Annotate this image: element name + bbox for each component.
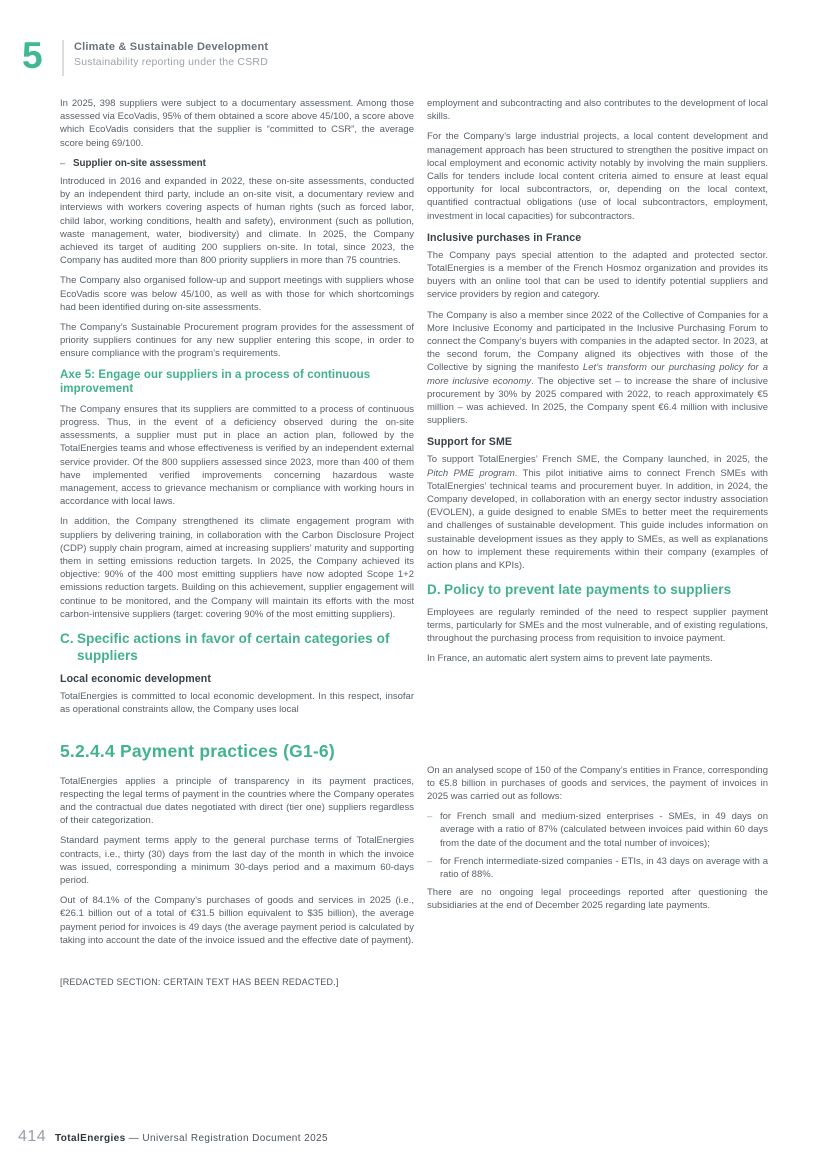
- paragraph-payment-period: Out of 84.1% of the Company’s purchases of goods and services in 2025 (i.e., €26.1 billion out of a total of €31.5 billion equivalent to $35 billion), the average payment period for invoices is 49 days (the average payment period is calculated by taking into account the date of the invoice issued and the effective date of payment).: [60, 895, 414, 946]
- collective-text-pre: The Company is also a member since 2022 of the Collective of Companies for a More Inclusive Economy and participated in the Inclusive Purchasing Forum to connect the Company’s buyers with companies in the adapted sector. In 2023, at the second forum, the Company aligned its objectives with those of the Collective by signing the manifesto: [427, 309, 768, 374]
- heading-c-prefix: C.: [60, 631, 74, 647]
- dash-icon: –: [427, 855, 433, 867]
- paragraph-payment-transparency: TotalEnergies applies a principle of transparency in its payment practices, respecting the legal terms of payment in the countries where the Company operates and the contractual due dates negotiated with direct (tier one) suppliers regardless of their categorization.: [60, 775, 414, 827]
- paragraph-collective-manifesto: [427, 309, 768, 428]
- right-column: [427, 97, 768, 987]
- bullet-supplier-onsite: [60, 157, 414, 170]
- paragraph-followup-meetings: The Company also organised follow-up and support meetings with suppliers whose EcoVadis score was below 45/100, as well as with those for which shortcomings had been identified during on-site assessments.: [60, 275, 414, 313]
- header-text-block: [74, 38, 268, 68]
- paragraph-payment-terms-reminder: Employees are regularly reminded of the need to respect supplier payment terms, particularly for SMEs and the most vulnerable, and of existing regulations, throughout the purchasing process from requisition to invoice payment.: [427, 606, 768, 645]
- dash-icon: –: [427, 811, 433, 823]
- payments-analysis-block: [427, 764, 768, 913]
- paragraph-local-content: For the Company’s large industrial projects, a local content development and management approach has been structured to strengthen the positive impact on local employment and economic activity notably by involving the main suppliers. Calls for tenders include local content criteria aimed to ensure at least equal opportunity for local subcontractors, or, depending on the local context, quantified contractual obligations (use of local subcontractors, employment, investment in local capacities) for subcontractors.: [427, 131, 768, 222]
- page-header: [22, 35, 269, 76]
- paragraph-automatic-alert: In France, an automatic alert system aims to prevent late payments.: [427, 653, 713, 665]
- chapter-number: 5: [22, 35, 43, 76]
- bullet-sme-payments: [427, 810, 768, 850]
- paragraph-continuous-progress: The Company ensures that its suppliers are committed to a process of continuous progress. Thus, in the event of a deficiency observed during the on-site assessments, a supplier must put in place an action plan, followed by the TotalEnergies teams and whose effectiveness is verified by an independent external service provider. Of the 800 suppliers assessed since 2023, more than 400 of them have implemented verified improvements concerning hazardous waste management, access to grievance mechanism or compliance with working hours in accordance with local laws.: [60, 403, 414, 508]
- sme-text-pre: To support TotalEnergies’ French SME, the Company launched, in 2025, the: [427, 454, 768, 466]
- heading-inclusive-purchases: Inclusive purchases in France: [427, 231, 582, 244]
- sme-text-post: . This pilot initiative aims to connect French SMEs with TotalEnergies’ technical teams and procurement buyer. In addition, in 2024, the Company developed, in collaboration with an energy sector industry association (EVOLEN), a guide designed to enable SMEs to better meet the requirements and challenges of sustainable development. This guide includes information on sustainable development issues as they apply to SMEs, as well as explanations on how to implement these requirements within their company (examples of action plans and KPIs).: [427, 467, 768, 572]
- page-footer: [18, 1128, 328, 1146]
- left-column: [60, 97, 414, 987]
- footer-brand: TotalEnergies: [55, 1133, 126, 1144]
- header-subtitle: Sustainability reporting under the CSRD: [74, 56, 268, 68]
- redacted-section-notice: [REDACTED SECTION: CERTAIN TEXT HAS BEEN REDACTED.]: [60, 976, 339, 987]
- paragraph-onsite-assessments: Introduced in 2016 and expanded in 2022, these on-site assessments, conducted by an independent third party, include an on-site visit, a documentary review and interviews with workers covering aspects of human rights (such as forced labor, child labor, working conditions, health and safety), environment (such as pollution, waste management, water, biodiversity) and climate. In 2025, the Company achieved its target of auditing 200 suppliers on-site. In total, since 2023, the Company has audited more than 800 priority suppliers in more than 75 countries.: [60, 176, 414, 267]
- paragraph-legal-proceedings: There are no ongoing legal proceedings reported after questioning the subsidiaries at the end of December 2025 regarding late payments.: [427, 887, 768, 912]
- pitch-pme-italic: Pitch PME program: [427, 467, 515, 479]
- paragraph-employment-subcontracting: employment and subcontracting and also contributes to the development of local skills.: [427, 98, 768, 123]
- heading-d-text: Policy to prevent late payments to suppliers: [444, 582, 732, 598]
- two-column-body: [60, 97, 768, 987]
- dash-icon: –: [60, 157, 66, 169]
- bullet-sme-text: for French small and medium-sized enterprises - SMEs, in 49 days on average with a ratio of 87% (calculated between invoices paid within 60 days from the date of the document and the total number of invoices);: [440, 811, 768, 849]
- header-title: Climate & Sustainable Development: [74, 41, 269, 53]
- paragraph-adapted-sector: The Company pays special attention to the adapted and protected sector. TotalEnergies is a member of the French Hosmoz organization and provides its buyers with an online tool that can be used to identify potential suppliers and service providers by region and category.: [427, 249, 768, 301]
- heading-axe5: Axe 5: Engage our suppliers in a process of continuous improvement: [60, 368, 371, 396]
- paragraph-sustainable-procurement: The Company’s Sustainable Procurement program provides for the assessment of priority suppliers continues for any new supplier entering this scope, in order to ensure compliance with the program’s requirements.: [60, 322, 414, 360]
- paragraph-standard-terms: Standard payment terms apply to the general purchase terms of TotalEnergies contracts, i.e., thirty (30) days from the last day of the month in which the invoice was issued, corresponding a minimum 30-days period and a maximum 60-days period.: [60, 835, 414, 886]
- heading-payment-practices: 5.2.4.4 Payment practices (G1-6): [60, 740, 335, 761]
- page-number: 414: [18, 1128, 47, 1145]
- manifesto-title-italic: Let’s transform our purchasing policy for a more inclusive economy: [427, 362, 768, 387]
- heading-local-economic-development: Local economic development: [60, 673, 211, 686]
- heading-d-late-payments: [427, 582, 768, 599]
- heading-support-for-sme: Support for SME: [427, 436, 513, 449]
- bullet-eti-text: for French intermediate-sized companies - ETIs, in 43 days on average with a ratio of 88%.: [440, 855, 768, 881]
- collective-text-post: . The objective set – to increase the share of inclusive procurement by 30% by 2025 compared with 2022, to reach approximately €5 million – was achieved. In 2025, the Company spent €6.4 million with inclusive suppliers.: [427, 375, 769, 427]
- header-divider: [62, 40, 64, 76]
- paragraph-climate-engagement: In addition, the Company strengthened its climate engagement program with suppliers by delivering training, in collaboration with the Carbon Disclosure Project (CDP) supply chain program, aimed at increasing suppliers’ maturity and supporting them in setting emissions reduction targets. In 2025, the Company achieved its objective: 90% of the 400 most emitting suppliers have now adopted Scope 1+2 emissions reduction targets. Building on this achievement, supplier engagement will continue to be monitored, and the Company will maintain its efforts with the most carbon-intensive suppliers (target: covering 90% of the most emitting suppliers).: [60, 516, 414, 620]
- bullet-eti-payments: [427, 855, 768, 881]
- paragraph-pitch-pme: [427, 453, 768, 572]
- paragraph-documentary-assessment: In 2025, 398 suppliers were subject to a documentary assessment. Among those assessed via EcoVadis, 95% of them obtained a score above 45/100, a score above which EcoVadis considers that the supplier is “committed to CSR”, the average score being 69/100.: [60, 98, 414, 149]
- heading-c-text: Specific actions in favor of certain categories of suppliers: [77, 631, 390, 663]
- footer-doc-title: — Universal Registration Document 2025: [128, 1133, 328, 1144]
- footer-text: [55, 1133, 328, 1144]
- paragraph-analysed-scope: On an analysed scope of 150 of the Company’s entities in France, corresponding to €5.8 billion in purchases of goods and services, the payment of invoices in 2025 was carried out as follows:: [427, 764, 768, 803]
- paragraph-local-development: TotalEnergies is committed to local economic development. In this respect, insofar as operational constraints allow, the Company uses local: [60, 691, 414, 716]
- heading-d-prefix: D.: [427, 582, 441, 598]
- heading-c-specific-actions: [60, 631, 414, 664]
- bullet-onsite-label: Supplier on-site assessment: [73, 157, 206, 169]
